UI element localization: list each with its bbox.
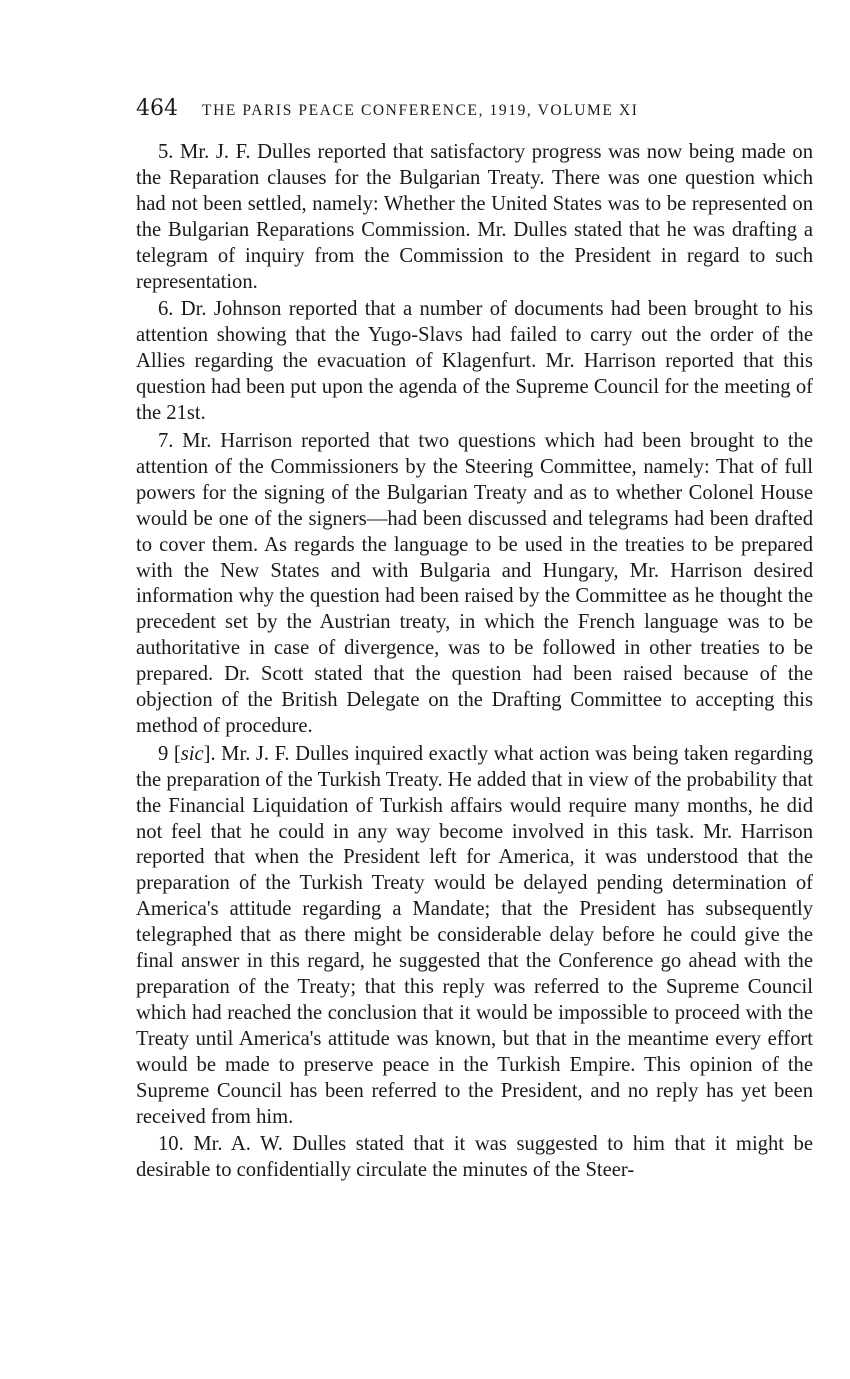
running-title: THE PARIS PEACE CONFERENCE, 1919, VOLUME XI [202, 102, 639, 119]
document-page [136, 96, 813, 1184]
paragraph-5: 5. Mr. J. F. Dulles reported that satisfactory progress was now being made on the Reparation clauses for the Bulgarian Treaty. There was one question which had not been settled, namely: Whether the United States was to be represented on the Bulgarian Reparations Commission. Mr. Dulles stated that he was drafting a telegram of inquiry from the Commission to the President in regard to such representation. [136, 141, 813, 293]
page-header [136, 96, 813, 126]
paragraph-10: 10. Mr. A. W. Dulles stated that it was suggested to him that it might be desirable to confidentially circulate the minutes of the Steer- [136, 1133, 813, 1182]
paragraph-9 [136, 742, 813, 1131]
paragraph-6: 6. Dr. Johnson reported that a number of documents had been brought to his attention showing that the Yugo-Slavs had failed to carry out the order of the Allies regarding the evacuation of Klagenfurt. Mr. Harrison reported that this question had been put upon the agenda of the Supreme Council for the meeting of the 21st. [136, 298, 813, 425]
page-number: 464 [136, 96, 178, 121]
sic-note: sic [180, 742, 204, 765]
paragraph-9-prefix: 9 [ [158, 742, 181, 765]
paragraph-7: 7. Mr. Harrison reported that two questions which had been brought to the attention of the Commissioners by the Steering Committee, namely: That of full powers for the signing of the Bulgarian Treaty and as to whether Colonel House would be one of the signers—had been discussed and telegrams had been drafted to cover them. As regards the language to be used in the treaties to be prepared with the New States and with Bulgaria and Hungary, Mr. Harrison desired information why the question had been raised by the Committee as he thought the precedent set by the Austrian treaty, in which the French language was to be authoritative in case of divergence, was to be followed in other treaties to be prepared. Dr. Scott stated that the question had been raised because of the objection of the British Delegate on the Drafting Committee to accepting this method of procedure. [136, 429, 813, 737]
paragraph-9-text: ]. Mr. J. F. Dulles inquired exactly what action was being taken regarding the preparation of the Turkish Treaty. He added that in view of the probability that the Financial Liquidation of Turkish affairs would require many months, he did not feel that he could in any way become involved in this task. Mr. Harrison reported that when the President left for America, it was understood that the preparation of the Turkish Treaty would be delayed pending determination of America's attitude regarding a Mandate; that the President has subsequently telegraphed that as there might be considerable delay before he could give the final answer in this regard, he suggested that the Conference go ahead with the preparation of the Treaty; that this reply was referred to the Supreme Council which had reached the conclusion that it would be impossible to proceed with the Treaty until America's attitude was known, but that in the meantime every effort would be made to preserve peace in the Turkish Empire. This opinion of the Supreme Council has been referred to the President, and no reply has yet been received from him. [136, 742, 813, 1128]
